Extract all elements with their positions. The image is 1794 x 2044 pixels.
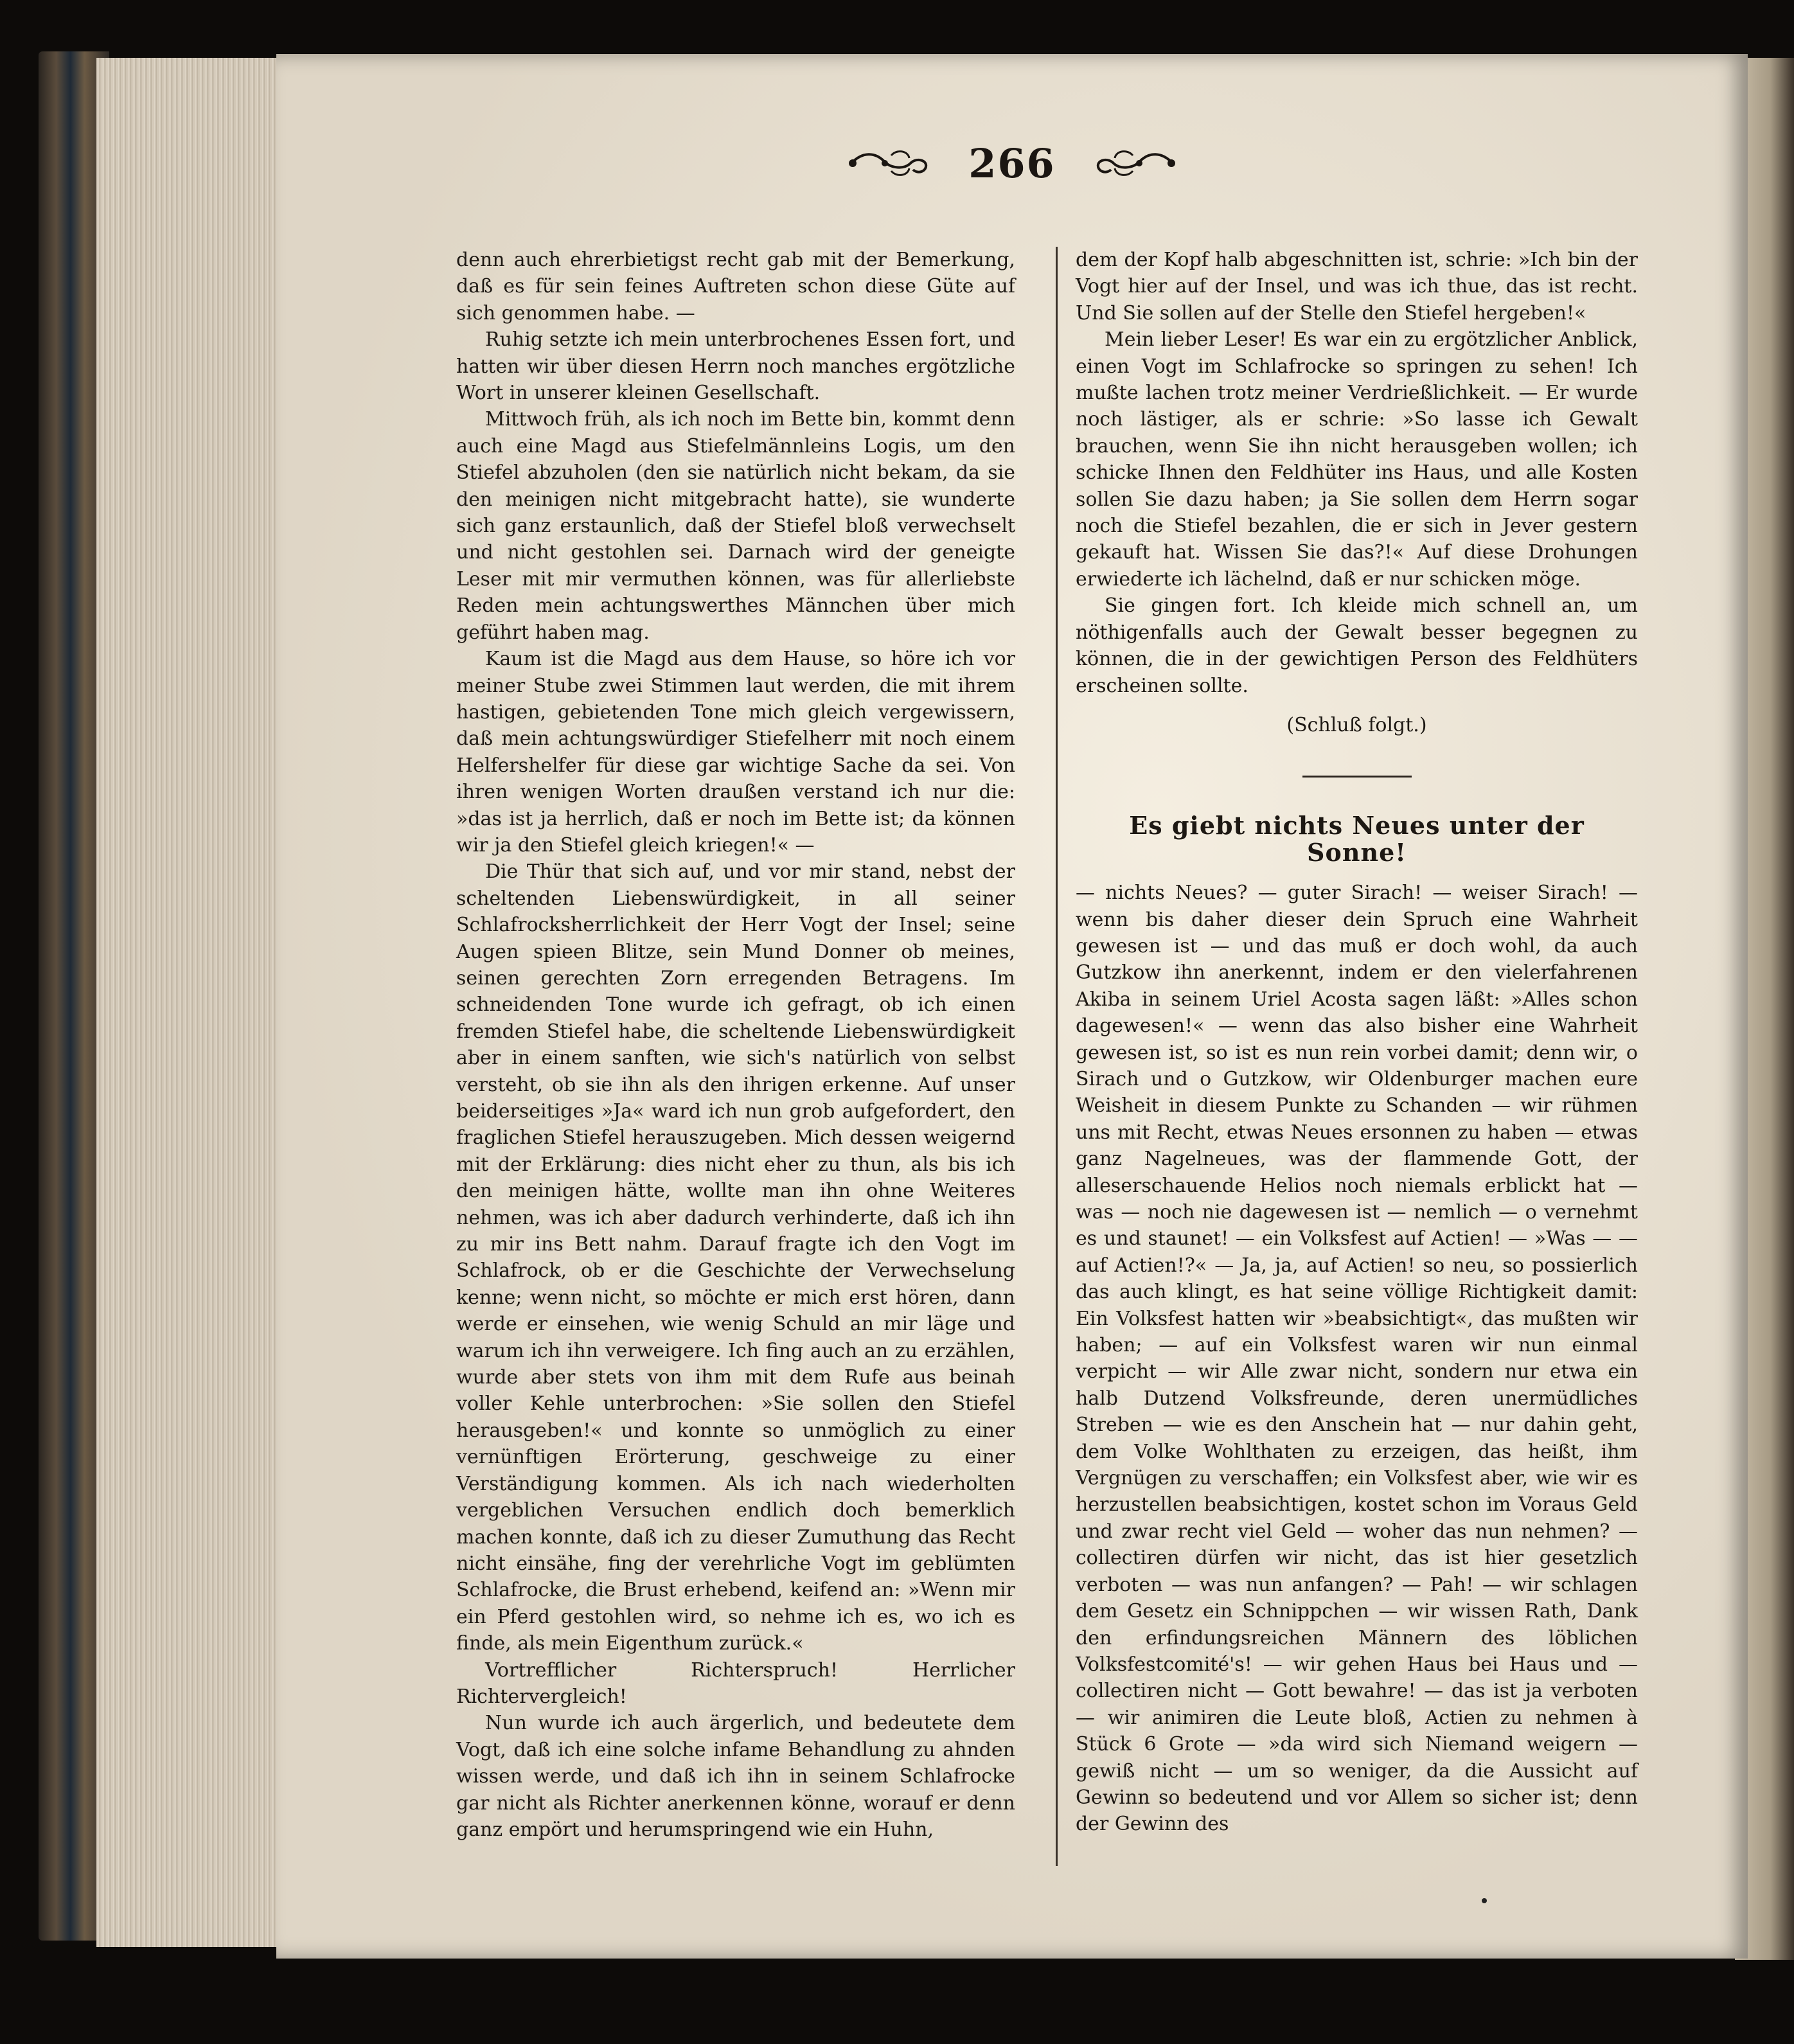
page-header [276, 125, 1748, 202]
paragraph: Nun wurde ich auch ärgerlich, und bedeutete dem Vogt, daß ich eine solche infame Behandlung zu ahnden wissen werde, und daß ich ihn in seinem Schlafrocke gar nicht als Richter anerkennen könne, worauf er denn ganz empört und herumspringend wie ein Huhn, [456, 1712, 1015, 1841]
stacked-page-edges [96, 58, 283, 1947]
paragraph: Mein lieber Leser! Es war ein zu ergötzlicher Anblick, einen Vogt im Schlafrocke so springen zu sehen! Ich mußte lachen trotz meiner Verdrießlichkeit. — Er wurde noch lästiger, als er schrie: »So lasse ich Gewalt brauchen, wenn Sie ihn nicht herausgeben wollen; ich schicke Ihnen den Feldhüter ins Haus, und alle Kosten sollen Sie dazu haben; ja Sie sollen dem Herrn sogar noch die Stiefel bezahlen, die er sich in Jever gestern gekauft hat. Wissen Sie das?!« Auf diese Drohungen erwiederte ich lächelnd, daß er nur schicken möge. [1076, 328, 1638, 591]
left-column [456, 247, 1015, 1843]
paragraph: dem der Kopf halb abgeschnitten ist, schrie: »Ich bin der Vogt hier auf der Insel, und was ich thue, das ist recht. Und Sie sollen auf der Stelle den Stiefel hergeben!« [1076, 249, 1638, 324]
paragraph: Vortrefflicher Richterspruch! Herrlicher Richtervergleich! [456, 1658, 1015, 1708]
column-divider [1056, 247, 1058, 1866]
continued-note: (Schluß folgt.) [1286, 713, 1427, 736]
right-column [1076, 247, 1638, 1838]
left-ornament-icon [846, 144, 930, 182]
paragraph: Ruhig setzte ich mein unterbrochenes Essen fort, und hatten wir über diesen Herrn noch manches ergötzliche Wort in unserer kleinen Gesellschaft. [456, 328, 1015, 405]
paragraph: Kaum ist die Magd aus dem Hause, so höre ich vor meiner Stube zwei Stimmen laut werden, die mit ihrem hastigen, gebietenden Tone mich gleich vergewissern, daß mein achtungswürdiger Stiefelherr mit noch einem Helfershelfer für diese gar wichtige Sache da sei. Von ihren wenigen Worten draußen verstand ich nur die: »das ist ja herrlich, daß er noch im Bette ist; da können wir ja den Stiefel gleich kriegen!« — [456, 648, 1015, 857]
book-page [276, 54, 1748, 1959]
paragraph: Sie gingen fort. Ich kleide mich schnell an, um nöthigenfalls auch der Gewalt besser begegnen zu können, die in der gewichtigen Person des Feldhüters erscheinen sollte. [1076, 594, 1638, 697]
paragraph: — nichts Neues? — guter Sirach! — weiser Sirach! — wenn bis daher dieser dein Spruch eine Wahrheit gewesen ist — und das muß er doch wohl, da auch Gutzkow ihn anerkennt, indem er den vielerfahrenen Akiba in seinem Uriel Acosta sagen läßt: »Alles schon dagewesen!« — wenn das also bisher eine Wahrheit gewesen ist, so ist es nun rein vorbei damit; denn wir, o Sirach und o Gutzkow, wir Oldenburger machen eure Weisheit in diesem Punkte zu Schanden — wir rühmen uns mit Recht, etwas Neues ersonnen zu haben — etwas ganz Nagelneues, was der flammende Gott, der alleserschauende Helios noch niemals erblickt hat — was — noch nie dagewesen ist — nemlich — o vernehmt es und staunet! — ein Volksfest auf Actien! — »Was — — auf Actien!?« — Ja, ja, auf Actien! so neu, so possierlich das auch klingt, es hat seine völlige Richtigkeit damit: Ein Volksfest hatten wir »beabsichtigt«, das mußten wir haben; — auf ein Volksfest waren wir nun einmal verpicht — wir Alle zwar nicht, sondern nur etwa ein halb Dutzend Volksfreunde, deren unermüdliches Streben — wie es den Anschein hat — nur dahin geht, dem Volke Wohlthaten zu erzeigen, das heißt, ihm Vergnügen zu verschaffen; ein Volksfest aber, wie wir es herzustellen beabsichtigen, kostet schon im Voraus Geld und zwar recht viel Geld — woher das nun nehmen? — collectiren dürfen wir nicht, das ist hier gesetzlich verboten — was nun anfangen? — Pah! — wir schlagen dem Gesetz ein Schnippchen — wir wissen Rath, Dank den erfindungsreichen Männern des löblichen Volksfestcomité's! — wir gehen Haus bei Haus und — collectiren nicht — Gott bewahre! — das ist ja verboten — wir animiren die Leute bloß, Actien zu nehmen à Stück 6 Grote — »da wird sich Niemand weigern — gewiß nicht — um so weniger, da die Aussicht auf Gewinn so bedeutend und vor Allem so sicher ist; denn der Gewinn des [1076, 882, 1638, 1836]
page-number: 266 [968, 139, 1056, 187]
paragraph: Mittwoch früh, als ich noch im Bette bin, kommt denn auch eine Magd aus Stiefelmännleins Logis, um den Stiefel abzuholen (den sie natürlich nicht bekam, da sie den meinigen nicht mitgebracht hatte), sie wunderte sich ganz erstaunlich, daß der Stiefel bloß verwechselt und nicht gestohlen sei. Darnach wird der geneigte Leser mit mir vermuthen können, was für allerliebste Reden mein achtungswerthes Männchen über mich geführt haben mag. [456, 408, 1015, 644]
section-rule [1302, 776, 1412, 778]
paragraph: denn auch ehrerbietigst recht gab mit der Bemerkung, daß es für sein feines Auftreten schon diese Güte auf sich genommen habe. — [456, 249, 1015, 324]
right-ornament-icon [1094, 144, 1178, 182]
paragraph: Die Thür that sich auf, und vor mir stand, nebst der scheltenden Liebenswürdigkeit, in all seiner Schlafrocksherrlichkeit der Herr Vogt der Insel; seine Augen spieen Blitze, sein Mund Donner ob meines, seinen gerechten Zorn erregenden Betragens. Im schneidenden Tone wurde ich gefragt, ob ich einen fremden Stiefel habe, die scheltende Liebenswürdigkeit aber in einem sanften, wie sich's natürlich von selbst versteht, ob sie ihn als den ihrigen erkenne. Auf unser beiderseitiges »Ja« ward ich nun grob aufgefordert, den fraglichen Stiefel herauszugeben. Mich dessen weigernd mit der Erklärung: dies nicht eher zu thun, als bis ich den meinigen hätte, wollte man ihn ohne Weiteres nehmen, was ich aber dadurch verhinderte, daß ich ihn zu mir ins Bett nahm. Darauf fragte ich den Vogt im Schlafrock, ob er die Geschichte der Verwechselung kenne; wenn nicht, so möchte er mich erst hören, dann werde er einsehen, wie wenig Schuld an mir läge und warum ich ihn verweigere. Ich fing auch an zu erzählen, wurde aber stets von ihm mit dem Rufe aus beinah voller Kehle unterbrochen: »Sie sollen den Stiefel herausgeben!« und konnte so unmöglich zu einer vernünftigen Erörterung, geschweige zu einer Verständigung kommen. Als ich nach wiederholten vergeblichen Versuchen endlich doch bemerklich machen konnte, daß ich zu dieser Zumuthung das Recht nicht einsähe, fing der verehrliche Vogt im geblümten Schlafrocke, die Brust erhebend, keifend an: »Wenn mir ein Pferd gestohlen wird, so nehme ich es, wo ich es finde, als mein Eigenthum zurück.« [456, 860, 1015, 1655]
ink-speck [1482, 1898, 1487, 1903]
article-title: Es giebt nichts Neues unter der Sonne! [1129, 811, 1585, 867]
